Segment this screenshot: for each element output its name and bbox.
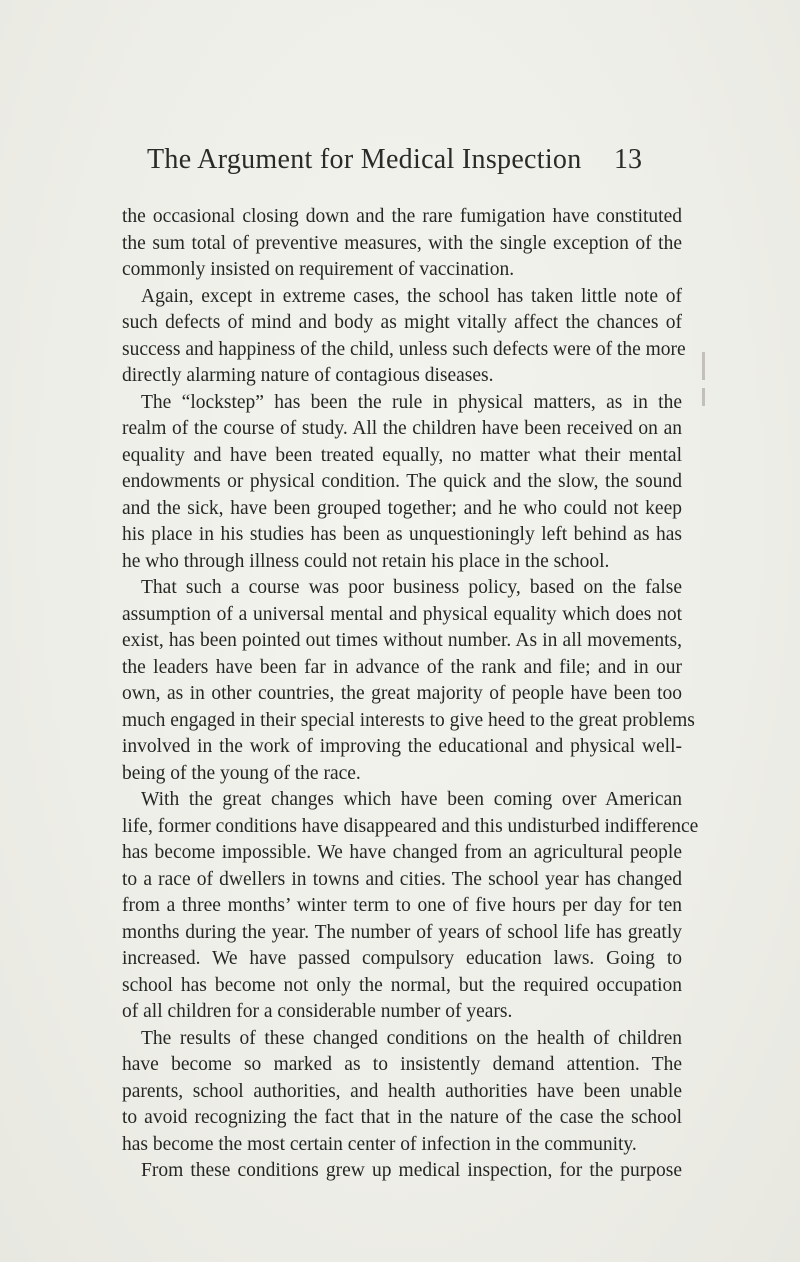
text-line: of all children for a considerable number of years. [122,1001,513,1022]
text-line: the leaders have been far in advance of the rank and file; and in our [122,656,682,678]
running-head [0,140,800,180]
text-line: directly alarming nature of contagious diseases. [122,365,494,386]
text-line: from a three months’ winter term to one of five hours per day for ten [122,895,682,916]
text-line: has become impossible. We have changed from an agricultural people [122,842,682,863]
text-line: and the sick, have been grouped together; and he who could not keep [122,497,682,519]
text-line: school has become not only the normal, but the required occupation [122,974,682,996]
text-line: his place in his studies has been as unquestioningly left behind as has [122,524,682,545]
text-line: increased. We have passed compulsory education laws. Going to [122,948,682,969]
text-line: The “lockstep” has been the rule in physical matters, as in the [141,391,682,413]
running-title: The Argument for Medical Inspection [147,144,582,175]
page-number: 13 [614,144,642,175]
text-line: exist, has been pointed out times without number. As in all movements, [122,630,682,651]
text-line: own, as in other countries, the great majority of people have been too [122,683,682,704]
text-line: such defects of mind and body as might vitally affect the chances of [122,312,682,333]
text-line: has become the most certain center of infection in the community. [122,1133,637,1155]
text-line: With the great changes which have been coming over American [141,789,682,810]
text-line: life, former conditions have disappeared and this undisturbed indifference [122,815,699,837]
text-line: much engaged in their special interests to give heed to the great problems [122,709,695,731]
text-line: the occasional closing down and the rare fumigation have constituted [122,206,682,227]
text-line: success and happiness of the child, unless such defects were of the more [122,338,686,360]
text-line: endowments or physical condition. The quick and the slow, the sound [122,471,682,492]
text-line: assumption of a universal mental and physical equality which does not [122,603,682,625]
text-line: the sum total of preventive measures, with the single exception of the [122,232,682,254]
text-line: to avoid recognizing the fact that in the nature of the case the school [122,1107,682,1128]
text-line: realm of the course of study. All the children have been received on an [122,418,682,439]
text-line: The results of these changed conditions on the health of children [141,1027,682,1049]
text-line: months during the year. The number of years of school life has greatly [122,921,682,943]
text-line: commonly insisted on requirement of vaccination. [122,259,515,280]
text-line: he who through illness could not retain his place in the school. [122,550,610,572]
text-line: parents, school authorities, and health authorities have been unable [122,1080,682,1102]
text-line: have become so marked as to insistently demand attention. The [122,1054,682,1075]
text-line: involved in the work of improving the educational and physical well- [122,736,682,757]
text-line: to a race of dwellers in towns and cities. The school year has changed [122,868,682,890]
text-line: That such a course was poor business policy, based on the false [141,577,682,598]
text-line: Again, except in extreme cases, the school has taken little note of [141,285,682,307]
text-line: From these conditions grew up medical inspection, for the purpose [141,1160,682,1181]
text-line: equality and have been treated equally, no matter what their mental [122,444,682,466]
margin-mark [702,352,705,380]
margin-mark [702,388,705,406]
text-line: being of the young of the race. [122,762,361,784]
body-text [122,204,699,1185]
